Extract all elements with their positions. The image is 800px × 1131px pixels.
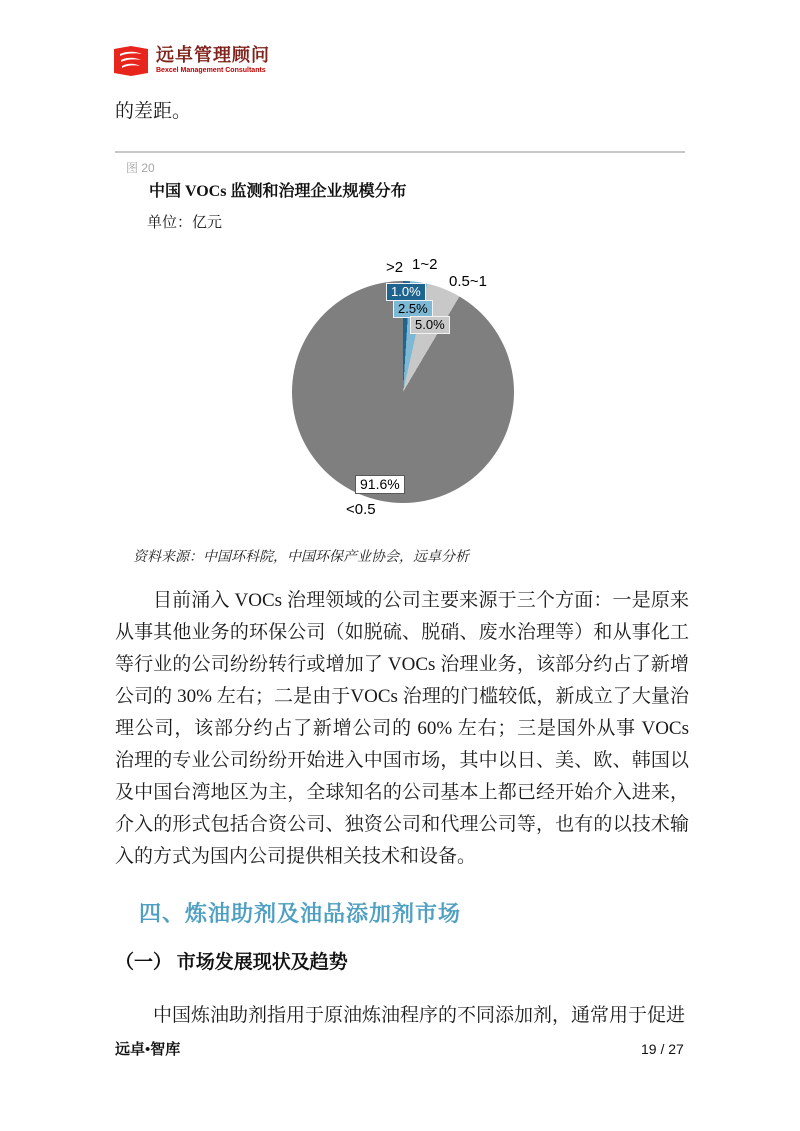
section-heading: 四、炼油助剂及油品添加剂市场 bbox=[139, 901, 462, 926]
pie-chart bbox=[0, 255, 800, 545]
figure-divider bbox=[115, 151, 685, 153]
footer-page-number: 19 / 27 bbox=[641, 1041, 684, 1057]
figure-source-note: 资料来源：中国环科院，中国环保产业协会，远卓分析 bbox=[133, 550, 469, 565]
pie-category-label: >2 bbox=[386, 259, 404, 276]
company-logo bbox=[112, 46, 270, 76]
pie-category-label: 1~2 bbox=[412, 256, 438, 273]
book-logo-icon bbox=[112, 46, 150, 76]
pie-category-label: <0.5 bbox=[346, 501, 376, 518]
pie-value-label: 91.6% bbox=[355, 475, 405, 494]
pie-value-label: 5.0% bbox=[410, 316, 450, 334]
figure-number-label: 图 20 bbox=[126, 161, 155, 175]
brand-name-en: Bexcel Management Consultants bbox=[156, 67, 266, 74]
figure-title: 中国 VOCs 监测和治理企业规模分布 bbox=[149, 183, 407, 200]
brand-name-cn: 远卓管理顾问 bbox=[156, 45, 270, 65]
pie-value-label: 1.0% bbox=[386, 283, 426, 301]
body-paragraph-1: 目前涌入 VOCs 治理领域的公司主要来源于三个方面：一是原来从事其他业务的环保公司（如脱硫、脱硝、废水治理等）和从事化工等行业的公司纷纷转行或增加了 VOCs 治理业务，该部分约占了新增公司的 30% 左右；二是由于VOCs 治理的门槛较低，新成立了大量治理公司，该部分约占了新增公司的 60% 左右；三是国外从事 VOCs 治理的专业公司纷纷开始进入中国市场，其中以日、美、欧、韩国以及中国台湾地区为主，全球知名的公司基本上都已经开始介入进来，介入的形式包括合资公司、独资公司和代理公司等，也有的以技术输入的方式为国内公司提供相关技术和设备。 bbox=[115, 590, 689, 867]
footer-brand: 远卓•智库 bbox=[115, 1042, 181, 1058]
intro-paragraph: 的差距。 bbox=[115, 101, 192, 122]
figure-unit-label: 单位：亿元 bbox=[147, 215, 223, 231]
subsection-heading: （一） 市场发展现状及趋势 bbox=[115, 952, 348, 973]
pie-value-label: 2.5% bbox=[393, 300, 433, 318]
body-paragraph-2: 中国炼油助剂指用于原油炼油程序的不同添加剂，通常用于促进 bbox=[153, 1005, 686, 1026]
pie-category-label: 0.5~1 bbox=[449, 273, 487, 290]
